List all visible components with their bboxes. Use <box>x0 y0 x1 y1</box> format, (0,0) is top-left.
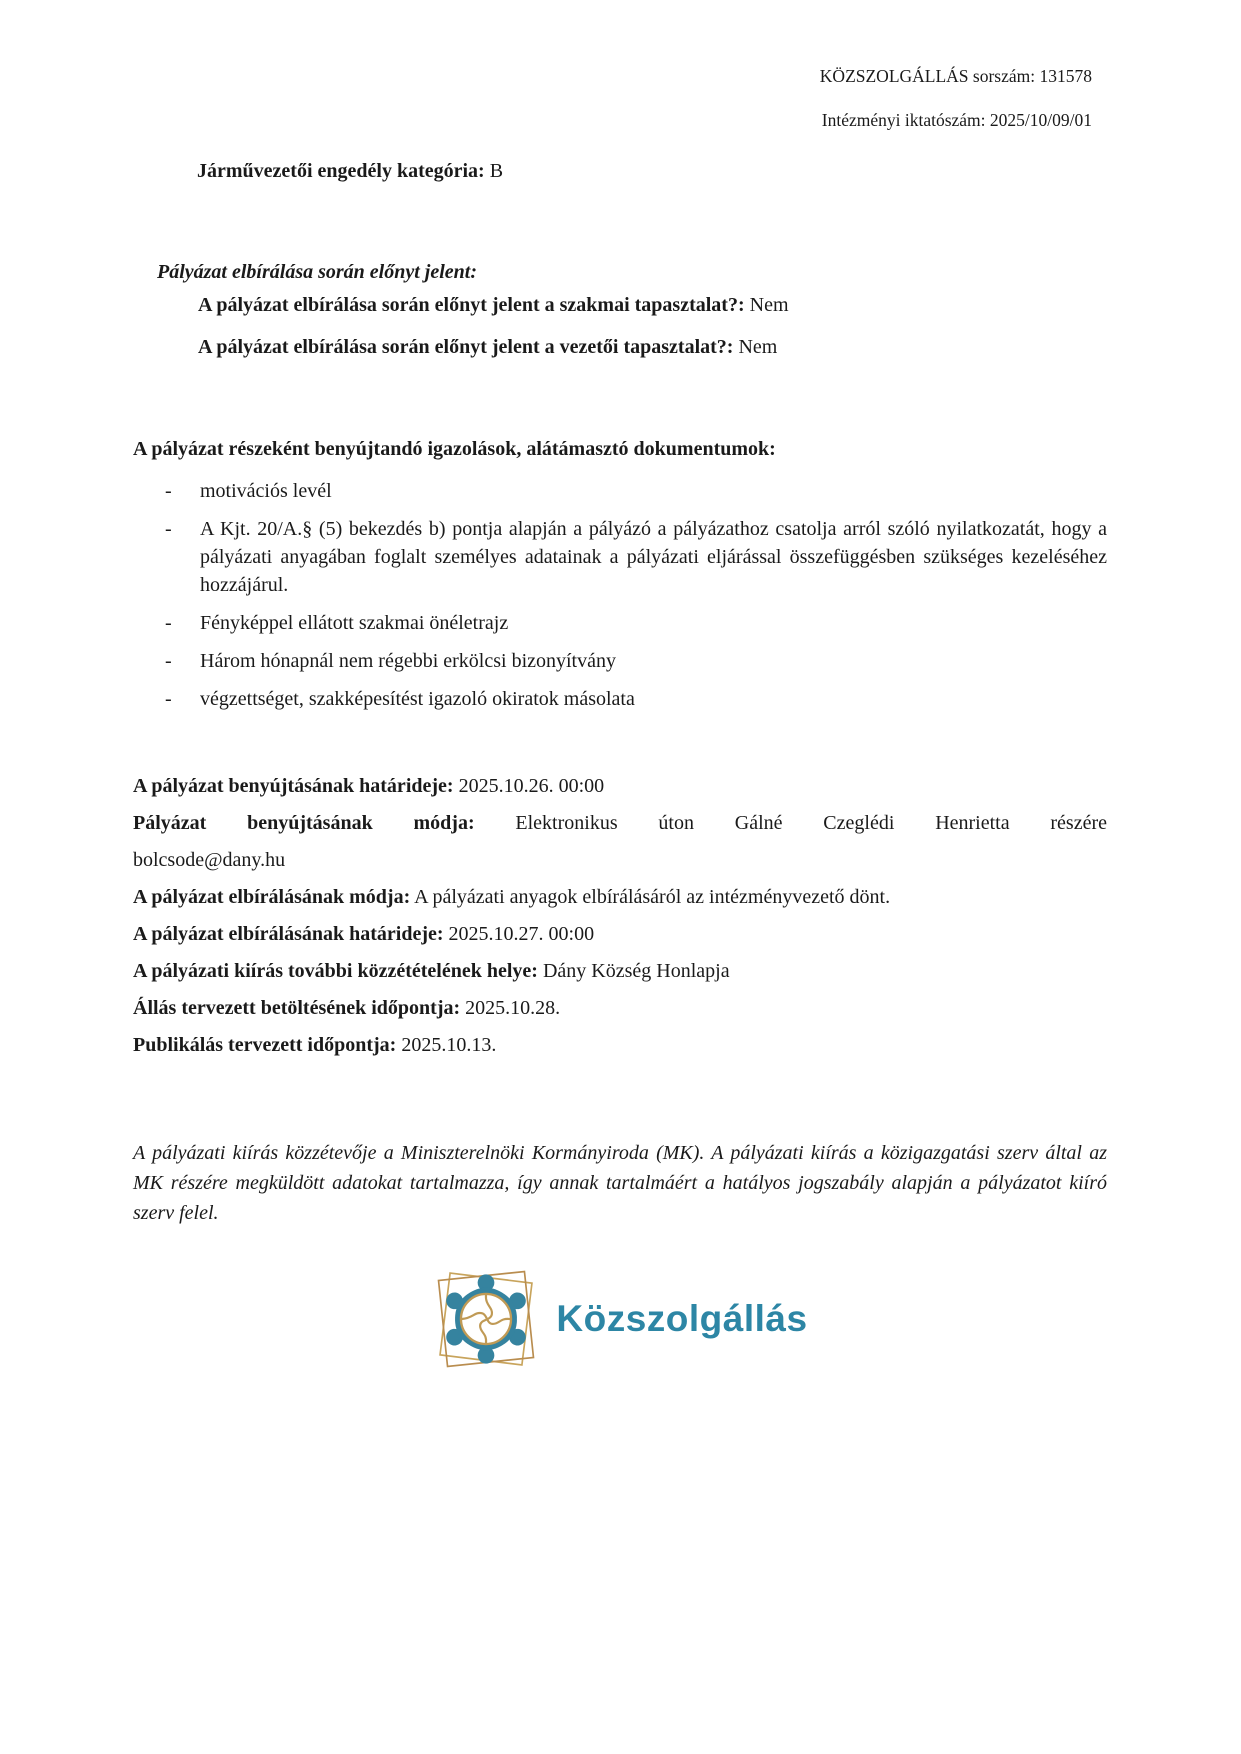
bullet-dash: - <box>165 612 172 634</box>
application-details <box>133 768 1107 1064</box>
document-item-text: motivációs levél <box>200 480 332 502</box>
advantage-professional-label: A pályázat elbírálása során előnyt jelent a szakmai tapasztalat?: <box>198 294 745 316</box>
documents-section-heading: A pályázat részeként benyújtandó igazolások, alátámasztó dokumentumok: <box>133 438 776 460</box>
submission-deadline-value: 2025.10.26. 00:00 <box>458 775 605 797</box>
serial-number-line <box>133 66 1092 86</box>
advantage-leadership-value: Nem <box>738 336 778 358</box>
serial-value: 131578 <box>1039 66 1092 86</box>
submission-email: bolcsode@dany.hu <box>133 849 286 871</box>
position-start-value: 2025.10.28. <box>465 997 561 1019</box>
position-start-field <box>133 990 1107 1027</box>
bullet-dash: - <box>165 518 172 540</box>
license-category-field <box>197 160 1107 183</box>
kozszolgallas-logo <box>133 1262 1107 1376</box>
document-list-item <box>165 515 1107 599</box>
submission-method-field <box>133 805 1107 879</box>
publication-place-field <box>133 953 1107 990</box>
puzzle-circle-icon <box>461 1294 511 1344</box>
advantages-section-title: Pályázat elbírálása során előnyt jelent: <box>157 261 477 283</box>
advantage-item-professional <box>198 294 1107 316</box>
document-item-text: A Kjt. 20/A.§ (5) bekezdés b) pontja alapján a pályázó a pályázathoz csatolja arról szóló nyilatkozatát, hogy a pályázati anyagában foglalt személyes adatainak a pályázati eljárással összefüggésben szükséges kezeléséhez hozzájárul. <box>200 518 1107 596</box>
disclaimer-paragraph: A pályázati kiírás közzétevője a Miniszterelnöki Kormányiroda (MK). A pályázati kiírás a közigazgatási szerv által az MK részére megküldött adatokat tartalmazza, így annak tartalmáért a hatályos jogszabály alapján a pályázatot kiíró szerv felel. <box>133 1142 1107 1224</box>
document-item-text: Három hónapnál nem régebbi erkölcsi bizonyítvány <box>200 650 616 672</box>
document-item-text: Fényképpel ellátott szakmai önéletrajz <box>200 612 509 634</box>
advantage-professional-value: Nem <box>749 294 789 316</box>
evaluation-deadline-label: A pályázat elbírálásának határideje: <box>133 923 444 945</box>
evaluation-method-value: A pályázati anyagok elbírálásáról az intézményvezető dönt. <box>414 886 891 908</box>
publication-date-value: 2025.10.13. <box>401 1034 497 1056</box>
submission-method-value: Elektronikus úton Gálné Czeglédi Henrietta részére <box>515 812 1107 834</box>
license-category-label: Járművezetői engedély kategória: <box>197 160 485 182</box>
submission-deadline-label: A pályázat benyújtásának határideje: <box>133 775 454 797</box>
position-start-label: Állás tervezett betöltésének időpontja: <box>133 997 461 1019</box>
publication-date-label: Publikálás tervezett időpontja: <box>133 1034 397 1056</box>
document-list-item <box>165 647 1107 675</box>
registry-label: Intézményi iktatószám: <box>821 110 986 130</box>
submission-deadline-field <box>133 768 1107 805</box>
logo-wordmark: Közszolgállás <box>556 1298 808 1339</box>
serial-label: KÖZSZOLGÁLLÁS sorszám: <box>819 66 1036 86</box>
publication-date-field <box>133 1027 1107 1064</box>
publication-place-value: Dány Község Honlapja <box>542 960 730 982</box>
bullet-dash: - <box>165 650 172 672</box>
submission-method-label: Pályázat benyújtásának módja: <box>133 812 475 834</box>
document-header <box>133 66 1107 130</box>
document-list-item <box>165 685 1107 713</box>
license-category-value: B <box>489 160 504 182</box>
evaluation-deadline-value: 2025.10.27. 00:00 <box>448 923 595 945</box>
evaluation-method-field <box>133 879 1107 916</box>
publication-place-label: A pályázati kiírás további közzétételének helye: <box>133 960 538 982</box>
advantage-item-leadership <box>198 336 1107 358</box>
documents-list <box>133 477 1107 713</box>
bullet-dash: - <box>165 688 172 710</box>
registry-value: 2025/10/09/01 <box>989 110 1092 130</box>
advantage-leadership-label: A pályázat elbírálása során előnyt jelent a vezetői tapasztalat?: <box>198 336 734 358</box>
document-item-text: végzettséget, szakképesítést igazoló okiratok másolata <box>200 688 635 710</box>
document-list-item <box>165 477 1107 505</box>
evaluation-method-label: A pályázat elbírálásának módja: <box>133 886 411 908</box>
document-list-item <box>165 609 1107 637</box>
evaluation-deadline-field <box>133 916 1107 953</box>
kozszolgallas-logo-icon <box>432 1262 540 1376</box>
bullet-dash: - <box>165 480 172 502</box>
registry-number-line <box>133 110 1092 130</box>
